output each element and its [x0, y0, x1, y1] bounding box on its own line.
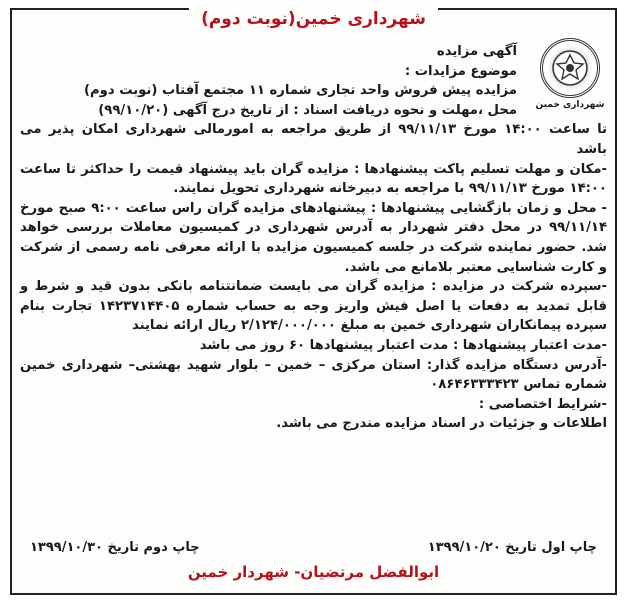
second-print-date: چاپ دوم تاریخ ۱۳۹۹/۱۰/۳۰: [30, 540, 200, 555]
paragraph-documents-deadline: تا ساعت ۱۴:۰۰ مورخ ۹۹/۱۱/۱۳ از طریق مراجعه به امورمالی شهرداری امکان پذیر می باشد: [20, 122, 608, 157]
paragraph-deposit: -سپرده شرکت در مزایده : مزایده گران می بایست ضمانتنامه بانکی بدون قید و شرط و قابل تمدید به دفعات یا اصل فیش واریز وجه به حساب شماره ۱۴۲۳۷۱۴۴۰۵ تجارت بنام سپرده پیمانکاران شهرداری خمین به مبلغ ۲/۱۲۴/۰۰۰/۰۰۰ ریال ارائه نمایند: [20, 279, 607, 334]
paragraph-validity: -مدت اعتبار پیشنهادها : مدت اعتبار پیشنهادها ۶۰ روز می باشد: [199, 337, 607, 353]
logo-caption: شهرداری خمین: [535, 100, 605, 110]
documents-info: محل ،مهلت و نحوه دریافت اسناد : از تاریخ درج آگهی (۹۹/۱۰/۲۰): [98, 102, 517, 118]
paragraph-details: اطلاعات و جزئیات در اسناد مزایده مندرج می باشد.: [276, 416, 607, 432]
notice-type: آگهی مزایده: [436, 44, 517, 59]
paragraph-opening: - محل و زمان بازگشایی پیشنهادها : پیشنهادهای مزایده گران راس ساعت ۹:۰۰ صبح مورخ ۹۹/۱۱/۱۴ در محل دفتر شهردار به آدرس شهرداری در کمیسیون معاملات بررسی خواهد شد. حضور نماینده شرکت در جلسه کمیسیون مزایده با ارائه معرفی نامه رسمی از شرکت و کارت شناسایی معتبر بلامانع می باشد.: [20, 200, 608, 275]
subject-label: موضوع مزایدات :: [404, 63, 517, 79]
notice-headline: شهرداری خمین(نوبت دوم): [189, 7, 438, 31]
notice-body: [20, 42, 607, 434]
headline-wrap: [12, 7, 615, 31]
first-print-date: چاپ اول تاریخ ۱۳۹۹/۱۰/۲۰: [427, 540, 597, 555]
notice-frame: [10, 8, 617, 595]
paragraph-submission: -مکان و مهلت تسلیم پاکت پیشنهادها : مزایده گران باید پیشنهاد قیمت را حداکثر تا ساعت ۱۴:۰۰ مورخ ۹۹/۱۱/۱۳ با مراجعه به دبیرخانه شهرداری تحویل نمایند.: [20, 161, 607, 197]
paragraph-address: -آدرس دستگاه مزایده گذار: استان مرکزی – خمین – بلوار شهید بهشتی– شهرداری خمین شماره تماس ۰۸۶۴۶۳۳۳۴۲۳: [20, 357, 607, 393]
paragraph-special-terms: -شرایط اختصاصی :: [478, 396, 607, 412]
print-dates: [30, 540, 597, 555]
subject-text: مزایده پیش فروش واحد تجاری شماره ۱۱ مجتمع آفتاب (نوبت دوم): [83, 83, 517, 99]
signer-name: ابوالفضل مرتضیان- شهردار خمین: [187, 563, 440, 581]
